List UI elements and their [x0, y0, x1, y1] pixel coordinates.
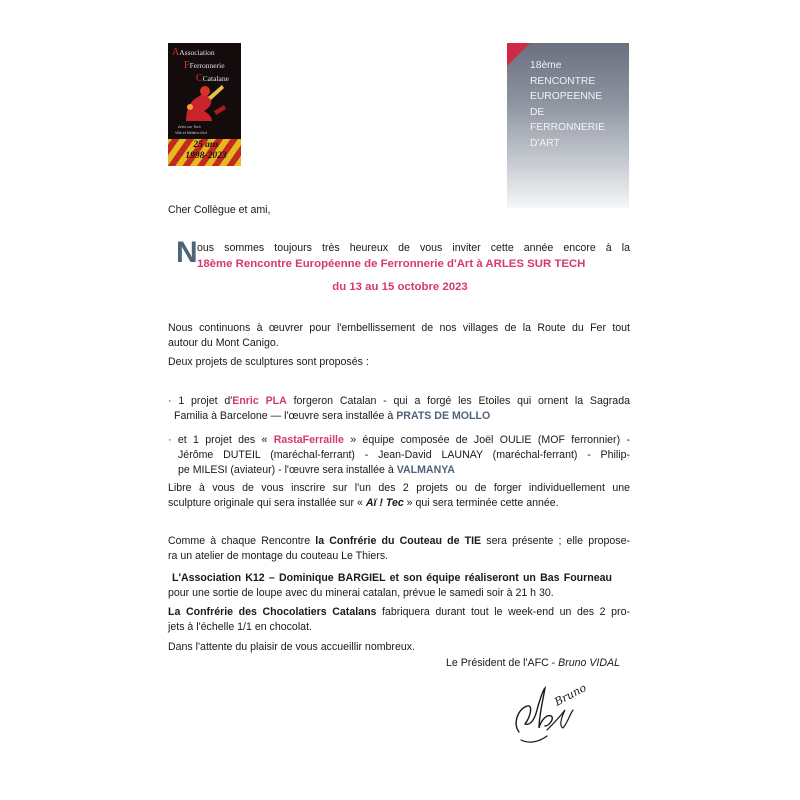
free-project-text: Libre à vous de vous inscrire sur l'un des 2 projets ou de forger individuellement une [168, 482, 630, 494]
intro-text: ous sommes toujours très heureux de vous inviter cette année encore à la [197, 242, 630, 254]
project-1-artist: Enric PLA [232, 395, 287, 407]
paragraph-route-du-fer: Nous continuons à œuvrer pour l'embellissement de nos villages de la Route du Fer tout [168, 322, 630, 334]
logo-word-association: AAssociation [172, 47, 215, 58]
handwritten-signature [509, 680, 589, 750]
closing: Dans l'attente du plaisir de vous accueillir nombreux. [168, 641, 415, 653]
logo-year-range: 1998-2023 [185, 151, 227, 161]
president-name: Bruno VIDAL [558, 657, 620, 669]
header-line: D'ART [530, 137, 560, 149]
logo-subtitle-town: Arles sur Tech [178, 125, 201, 129]
paragraph-route-du-fer-end: autour du Mont Canigo. [168, 337, 279, 349]
header-line: 18ème [530, 60, 562, 71]
logo-word-catalane: CCatalane [196, 73, 229, 84]
free-project-line2: sculpture originale qui sera installée sur « Aï ! Tec » qui sera terminée cette année. [168, 497, 559, 509]
header-line: EUROPEENNE [530, 91, 603, 102]
free-project-name: Aï ! Tec [365, 497, 404, 509]
forge-figure-icon [178, 81, 228, 123]
project-2-line: · et 1 projet des « RastaFerraille » équipe composée de Joël OULIE (MOF ferronnier) - [168, 434, 630, 446]
confrerie-couteau-line: Comme à chaque Rencontre la Confrérie du Couteau de TIE sera présente ; elle propose- [168, 535, 631, 547]
event-header-title [530, 58, 626, 151]
projects-intro: Deux projets de sculptures sont proposés : [168, 356, 369, 368]
logo-subtitle-label: Ville et Métiers d'Art [175, 131, 207, 135]
confrerie-couteau-name: la Confrérie du Couteau de TIE [315, 535, 482, 547]
project-1-place: PRATS DE MOLLO [396, 410, 491, 422]
logo-emblem [168, 43, 241, 139]
drop-cap: N [176, 236, 198, 269]
header-line: DE [530, 106, 545, 118]
header-line: RENCONTRE [530, 75, 596, 87]
signature-line: Le Président de l'AFC - Bruno VIDAL [446, 657, 620, 669]
event-dates: du 13 au 15 octobre 2023 [332, 281, 468, 293]
logo-catalan-stripes [168, 139, 241, 166]
project-1-location-line: Familia à Barcelone — l'œuvre sera installée à PRATS DE MOLLO [174, 410, 491, 422]
chocolatiers-line: La Confrérie des Chocolatiers Catalans fabriquera durant tout le week-end un des 2 pro- [168, 606, 630, 618]
header-line: FERRONNERIE [530, 122, 605, 133]
project-1-line: · 1 projet d'Enric PLA forgeron Catalan - qui a forgé les Etoiles qui ornent la Sagrada [168, 395, 630, 407]
chocolatiers-name: La Confrérie des Chocolatiers Catalans [168, 606, 377, 618]
association-logo [168, 43, 241, 166]
project-2-members: Jérôme DUTEIL (maréchal-ferrant) - Jean-David LAUNAY (maréchal-ferrant) - Philip- [178, 449, 630, 461]
project-2-location-line: pe MILESI (aviateur) - l'œuvre sera installée à VALMANYA [178, 464, 455, 476]
project-2-team: RastaFerraille [273, 434, 344, 446]
chocolatiers-line2: jets à l'échelle 1/1 en chocolat. [168, 621, 312, 633]
logo-anniversary: 25 ans [193, 140, 219, 150]
project-2-place: VALMANYA [396, 464, 455, 476]
greeting: Cher Collègue et ami, [168, 204, 271, 216]
k12-association: L'Association K12 – Dominique BARGIEL et son équipe réaliseront un Bas Fourneau [172, 572, 612, 584]
confrerie-couteau-line2: ra un atelier de montage du couteau Le Thiers. [168, 550, 389, 562]
k12-details: pour une sortie de loupe avec du minerai catalan, prévue le samedi soir à 21 h 30. [168, 587, 554, 599]
signature-name: Bruno [552, 681, 589, 709]
event-title: 18ème Rencontre Européenne de Ferronnerie d'Art à ARLES SUR TECH [197, 258, 586, 270]
logo-word-ferronnerie: FFerronnerie [184, 60, 225, 71]
header-accent-triangle [507, 43, 530, 66]
